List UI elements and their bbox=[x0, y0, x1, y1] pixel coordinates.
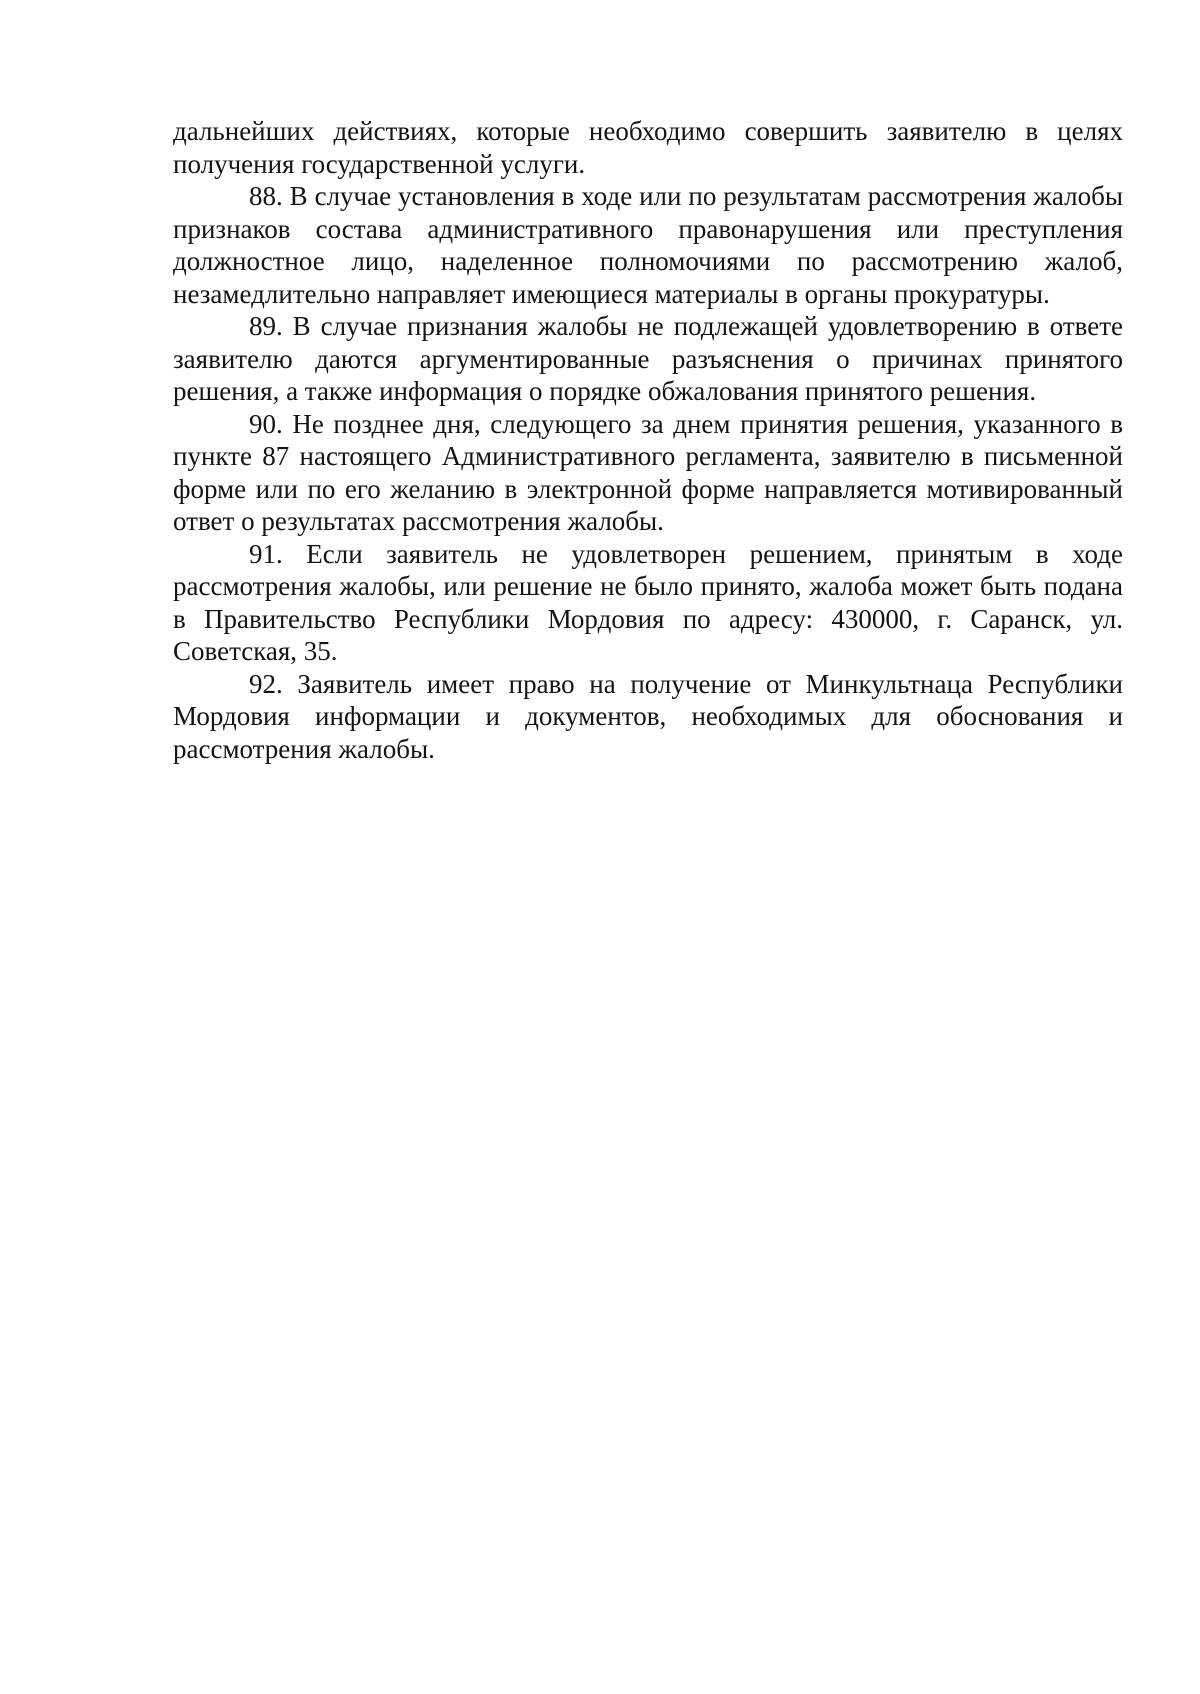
paragraph-number: 91. bbox=[249, 538, 283, 569]
paragraph-text: В случае признания жалобы не подлежащей удовлетворению в ответе заявителю даются аргументированные разъяснения о причинах принятого решения, а также информация о порядке обжалования принятого решения. bbox=[173, 311, 1124, 406]
paragraph-92 bbox=[173, 668, 1123, 766]
paragraph-91 bbox=[173, 538, 1123, 668]
paragraph-number: 90. bbox=[249, 408, 283, 439]
paragraph-number: 88. bbox=[249, 181, 283, 211]
paragraph-text: Не позднее дня, следующего за днем принятия решения, указанного в пункте 87 настоящего Административного регламента, заявителю в письменной форме или по его желанию в электронной форме направляется мотивированный ответ о результатах рассмотрения жалобы. bbox=[173, 408, 1123, 536]
paragraph-number: 89. bbox=[249, 311, 283, 341]
paragraph-90 bbox=[173, 408, 1123, 538]
document-body bbox=[173, 115, 1123, 765]
paragraph-text: Заявитель имеет право на получение от Минкультнаца Республики Мордовия информации и документов, необходимых для обоснования и рассмотрения жалобы. bbox=[173, 668, 1124, 764]
paragraph-text: дальнейших действиях, которые необходимо совершить заявителю в целях получения государственной услуги. bbox=[173, 116, 1123, 179]
paragraph-89 bbox=[173, 310, 1123, 408]
paragraph-continuation bbox=[173, 115, 1123, 180]
paragraph-88 bbox=[173, 180, 1123, 310]
paragraph-text: Если заявитель не удовлетворен решением, принятым в ходе рассмотрения жалобы, или решение не было принято, жалоба может быть подана в Правительство Республики Мордовия по адресу: 430000, г. Саранск, ул. Советская, 35. bbox=[173, 538, 1123, 666]
paragraph-text: В случае установления в ходе или по результатам рассмотрения жалобы признаков состава административного правонарушения или преступления должностное лицо, наделенное полномочиями по рассмотрению жалоб, незамедлительно направляет имеющиеся материалы в органы прокуратуры. bbox=[173, 181, 1124, 309]
paragraph-number: 92. bbox=[249, 668, 283, 699]
